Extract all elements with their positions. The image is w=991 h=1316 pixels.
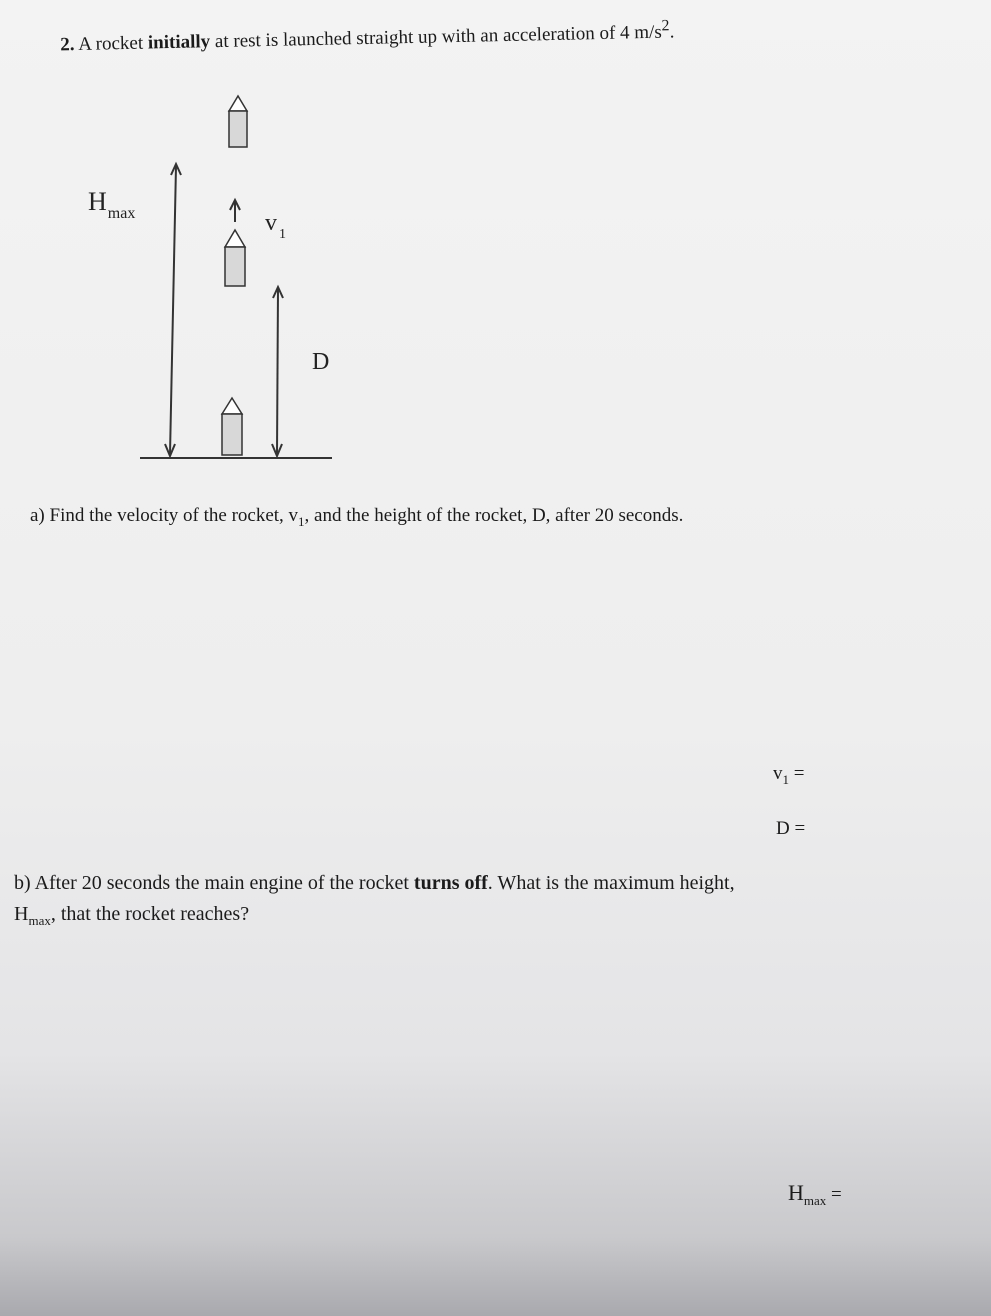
v1-arrow xyxy=(230,200,240,222)
part-a-prompt xyxy=(30,505,683,530)
d-arrow xyxy=(272,287,283,456)
part-b-bold: turns off xyxy=(413,872,488,894)
hmax-label xyxy=(88,187,135,222)
part-a-text-2: , and the height of the rocket, D, after 20 seconds. xyxy=(304,505,684,526)
answer-hmax-sub: max xyxy=(803,1192,827,1208)
hmax-label-main: H xyxy=(88,187,107,216)
question-number: 2. xyxy=(60,34,75,56)
part-a-v-sub: 1 xyxy=(298,513,305,529)
v1-label-main: v xyxy=(265,210,277,236)
part-b-text-1: After 20 seconds the main engine of the rocket xyxy=(34,872,409,894)
rocket-diagram xyxy=(80,80,350,470)
answer-v1-eq: = xyxy=(789,763,805,784)
v1-label xyxy=(265,210,286,242)
d-label: D xyxy=(312,349,330,375)
rocket-bottom xyxy=(222,398,242,455)
hmax-arrow xyxy=(165,164,181,456)
part-b-prompt xyxy=(14,868,964,936)
rocket-middle xyxy=(225,230,245,286)
answer-v1 xyxy=(773,763,804,788)
answer-hmax-main: H xyxy=(788,1180,804,1205)
part-b-text-3: , that the rocket reaches? xyxy=(50,903,250,925)
v1-label-sub: 1 xyxy=(279,227,286,242)
question-text-end: at rest is launched straight up with an acceleration of 4 m/s xyxy=(214,21,662,53)
part-b-h-main: H xyxy=(14,903,29,925)
answer-hmax xyxy=(788,1180,842,1209)
rocket-top xyxy=(229,96,247,147)
part-a-text-1: Find the velocity of the rocket, v xyxy=(49,505,299,526)
part-b-h-sub: max xyxy=(28,913,51,928)
part-b-label: b) xyxy=(14,872,31,894)
answer-v1-main: v xyxy=(773,763,783,784)
answer-d: D = xyxy=(776,818,806,839)
question-end-punct: . xyxy=(669,21,675,43)
hmax-label-sub: max xyxy=(107,205,136,222)
unit-exponent: 2 xyxy=(661,17,670,35)
part-a-label: a) xyxy=(30,505,45,526)
question-2-heading xyxy=(60,17,675,56)
answer-hmax-eq: = xyxy=(826,1184,842,1205)
answer-v1-sub: 1 xyxy=(782,771,789,787)
question-text-start: A rocket xyxy=(78,32,144,55)
question-bold-word: initially xyxy=(147,31,211,54)
part-b-text-2: . What is the maximum height, xyxy=(487,872,735,894)
